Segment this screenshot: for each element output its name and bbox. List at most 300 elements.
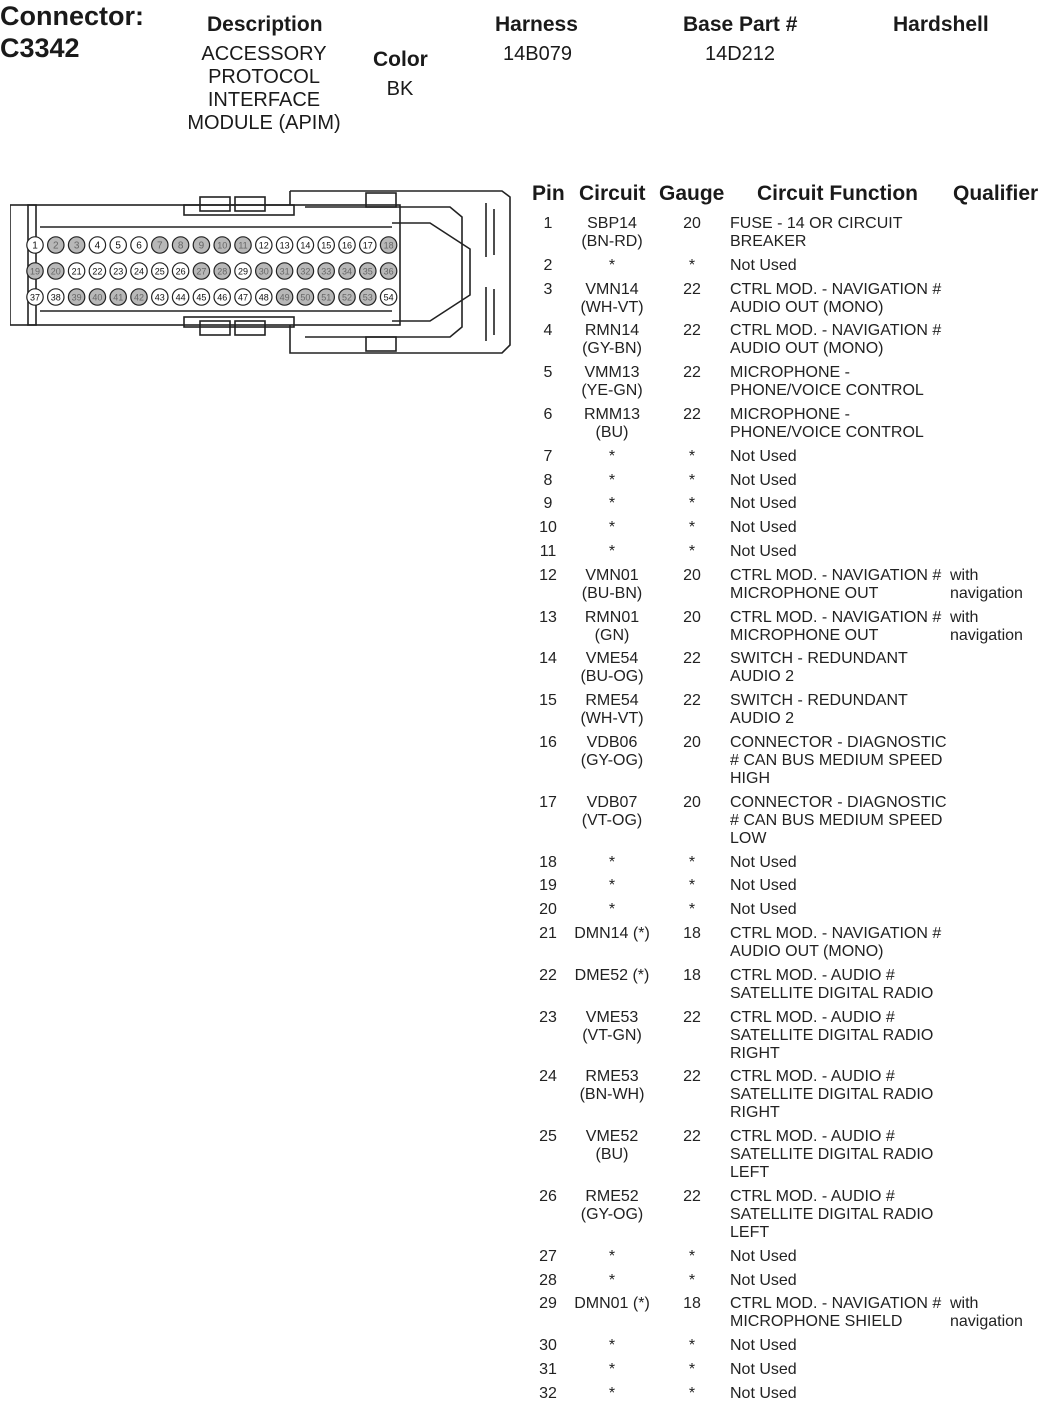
qualifier-cell-line: navigation [950,584,1023,602]
function-cell [730,364,952,400]
connector-pin-number: 11 [238,240,248,251]
pin-number: 8 [543,471,553,489]
circuit-cell-line: (BN-WH) [579,1086,645,1104]
connector-pin-number: 26 [175,266,186,277]
function-cell-line: Not Used [730,853,797,871]
circuit-cell [572,1337,652,1355]
circuit-cell [572,495,652,513]
pin-number: 2 [543,256,553,274]
harness-header: Harness [495,13,578,36]
connector-pin-number: 31 [279,266,290,277]
gauge-cell: 20 [683,608,701,626]
base-part-header: Base Part # [683,13,798,36]
pin-number: 22 [539,966,557,984]
qualifier-cell [950,567,1040,603]
gauge-cell: 22 [683,364,701,382]
circuit-cell [572,519,652,537]
function-cell [730,925,952,961]
circuit-cell-line: (GN) [594,626,630,644]
function-cell [730,1188,952,1242]
circuit-cell-line: DMN14 (*) [574,925,650,942]
function-cell-line: Not Used [730,1337,797,1355]
function-cell-line: Not Used [730,256,797,274]
function-cell-line: SWITCH - REDUNDANT [730,650,908,668]
circuit-cell-line: VME54 [585,650,639,668]
pin-number: 7 [543,447,553,465]
gauge-cell: 22 [683,692,701,710]
hardshell-header: Hardshell [893,13,989,36]
pin-grid [27,237,397,305]
pin-number: 1 [543,215,553,232]
connector-pin-number: 41 [113,292,124,303]
function-cell-line: PHONE/VOICE CONTROL [730,382,924,400]
connector-pin-number: 2 [53,240,59,252]
function-cell-line: RIGHT [730,1104,780,1122]
pin-number: 4 [543,322,553,340]
col-header-qualifier: Qualifier [953,182,1039,205]
circuit-cell-line: * [608,1337,616,1355]
circuit-cell [572,877,652,895]
connector-pin-number: 35 [362,266,373,277]
connector-pin-number: 34 [341,266,353,277]
connector-pin-number: 36 [383,266,394,277]
function-cell-line: Not Used [730,519,797,537]
circuit-cell-line: (BN-RD) [581,233,643,250]
gauge-cell: * [688,1361,696,1378]
connector-pin-number: 12 [258,240,269,251]
pin-number: 18 [539,853,557,871]
function-cell [730,281,952,317]
col-header-gauge: Gauge [659,182,725,205]
connector-pin-number: 5 [115,240,121,252]
circuit-cell [572,472,652,490]
circuit-cell-line: * [608,1247,616,1265]
function-cell-line: Not Used [730,471,797,489]
function-cell [730,901,952,919]
circuit-cell [572,1361,652,1379]
function-cell-line: SATELLITE DIGITAL RADIO [730,1026,934,1044]
circuit-cell-line: (WH-VT) [580,298,644,316]
circuit-cell [572,257,652,275]
description-value [170,43,358,135]
circuit-cell-line: * [608,543,616,560]
function-cell [730,1337,952,1355]
gauge-cell: 22 [683,1128,701,1146]
circuit-cell-line: * [608,471,616,489]
circuit-cell-line: * [608,1271,616,1289]
circuit-cell-line: VME52 [585,1128,639,1146]
circuit-cell-line: RMN01 [584,608,640,626]
connector-pin-number: 25 [154,266,165,277]
function-cell [730,794,952,848]
connector-pin-number: 50 [300,292,311,303]
gauge-cell: 18 [683,925,701,942]
pin-number: 13 [539,608,557,626]
pin-number: 3 [543,280,553,298]
function-cell-line: CTRL MOD. - AUDIO # [730,966,895,984]
connector-pin-number: 30 [258,266,269,277]
circuit-cell-line: VME53 [585,1008,639,1026]
circuit-cell-line: * [608,1361,616,1378]
pin-number: 26 [539,1188,557,1205]
function-cell [730,406,952,442]
circuit-cell-line: RME53 [585,1068,639,1086]
function-cell-line: AUDIO OUT (MONO) [730,298,884,316]
connector-pin-number: 40 [92,292,103,303]
description-line: INTERFACE [207,89,321,111]
gauge-cell: * [688,853,696,871]
function-cell-line: SATELLITE DIGITAL RADIO [730,984,934,1002]
qualifier-cell-line: with [950,566,979,584]
function-cell-line: CTRL MOD. - AUDIO # [730,1008,895,1026]
circuit-cell [572,967,652,985]
connector-pin-number: 45 [196,292,207,303]
circuit-cell [572,1295,652,1313]
qualifier-cell-line: with [950,608,979,626]
circuit-cell-line: * [608,901,616,919]
function-cell [730,1009,952,1063]
color-value: BK [386,78,414,100]
circuit-cell [572,1272,652,1290]
connector-pin-number: 54 [383,292,394,303]
circuit-cell [572,1009,652,1045]
circuit-cell-line: * [608,495,616,513]
gauge-cell: 22 [683,1008,701,1026]
gauge-cell: 20 [683,566,701,584]
function-cell-line: AUDIO OUT (MONO) [730,340,884,358]
qualifier-cell-line: navigation [950,626,1023,644]
function-cell-line: FUSE - 14 OR CIRCUIT [730,215,903,232]
circuit-cell-line: DMN01 (*) [574,1295,650,1313]
function-cell-line: PHONE/VOICE CONTROL [730,424,924,441]
function-cell-line: # CAN BUS MEDIUM SPEED [730,811,943,829]
function-cell [730,1385,952,1403]
function-cell [730,877,952,895]
circuit-cell-line: (VT-GN) [582,1026,642,1044]
pin-number: 30 [539,1337,557,1355]
connector-pin-number: 53 [362,292,373,303]
function-cell-line: CTRL MOD. - NAVIGATION # [730,566,942,584]
circuit-cell-line: DME52 (*) [574,966,650,984]
connector-pin-number: 18 [383,240,394,251]
circuit-cell [572,1188,652,1224]
function-cell [730,854,952,872]
gauge-cell: * [688,1247,696,1265]
col-header-function: Circuit Function [757,182,918,205]
function-cell-line: Not Used [730,543,797,560]
connector-pin-number: 14 [300,240,311,251]
function-cell-line: Not Used [730,1384,797,1402]
circuit-cell-line: (BU) [595,424,629,441]
pin-number: 27 [539,1247,557,1265]
pin-number: 12 [539,566,557,584]
gauge-cell: 22 [683,1188,701,1205]
connector-pin-number: 27 [196,266,207,277]
function-cell-line: CTRL MOD. - AUDIO # [730,1188,895,1205]
function-cell-line: SATELLITE DIGITAL RADIO [730,1146,934,1164]
circuit-cell-line: * [608,1384,616,1402]
connector-pin-number: 13 [279,240,290,251]
circuit-cell-line: (GY-BN) [582,340,642,358]
circuit-cell [572,734,652,770]
function-cell-line: MICROPHONE - [730,364,850,382]
function-cell-line: AUDIO OUT (MONO) [730,943,884,960]
qualifier-cell-line: navigation [950,1313,1023,1331]
gauge-cell: 18 [683,1295,701,1313]
circuit-cell [572,406,652,442]
connector-pin-number: 22 [92,266,103,277]
connector-pin-number: 51 [321,292,332,303]
function-cell-line: CTRL MOD. - AUDIO # [730,1068,895,1086]
function-cell-line: Not Used [730,901,797,919]
function-cell-line: CTRL MOD. - NAVIGATION # [730,608,942,626]
connector-pin-number: 8 [177,240,184,252]
pin-number: 29 [539,1295,557,1313]
pin-number: 9 [543,495,553,513]
function-cell-line: AUDIO 2 [730,710,795,728]
circuit-cell-line: VDB07 [586,793,638,811]
function-cell [730,543,952,561]
gauge-cell: * [688,471,696,489]
gauge-cell: 22 [683,650,701,668]
function-cell [730,215,952,251]
circuit-cell [572,448,652,466]
pin-number: 19 [539,877,557,895]
gauge-cell: * [688,1337,696,1355]
base-part-value: 14D212 [704,43,776,65]
function-cell-line: MICROPHONE - [730,406,850,423]
pin-number: 25 [539,1128,557,1146]
connector-pin-number: 16 [341,240,353,251]
function-cell [730,650,952,686]
function-cell [730,967,952,1003]
connector-pin-number: 7 [157,240,163,252]
function-cell [730,1272,952,1290]
connector-pin-number: 19 [29,266,41,277]
function-cell [730,1068,952,1122]
circuit-cell-line: (GY-OG) [580,1206,644,1223]
gauge-cell: * [688,543,696,560]
function-cell-line: CONNECTOR - DIAGNOSTIC [730,734,947,751]
gauge-cell: * [688,1384,696,1402]
connector-pin-number: 33 [321,266,332,277]
function-cell-line: Not Used [730,495,797,513]
col-header-circuit: Circuit [579,182,646,205]
pin-number: 15 [539,692,557,710]
pin-number: 6 [543,406,553,423]
function-cell [730,567,952,603]
circuit-cell-line: (GY-OG) [580,752,644,769]
pin-number: 16 [539,734,557,751]
function-cell-line: CTRL MOD. - NAVIGATION # [730,1295,942,1313]
circuit-cell [572,215,652,251]
connector-pin-number: 47 [237,292,249,303]
gauge-cell: 22 [683,322,701,340]
color-header: Color [373,48,428,71]
gauge-cell: 22 [683,406,701,423]
function-cell-line: Not Used [730,1361,797,1378]
connector-pin-number: 23 [113,266,124,277]
qualifier-cell-line: with [950,1295,979,1313]
gauge-cell: * [688,901,696,919]
circuit-cell [572,1248,652,1266]
circuit-cell-line: RME52 [585,1188,639,1205]
gauge-cell: * [688,519,696,537]
connector-pin-number: 43 [154,292,165,303]
description-line: ACCESSORY [201,43,327,65]
gauge-cell: 20 [683,734,701,751]
function-cell [730,692,952,728]
function-cell-line: LEFT [730,1164,770,1182]
circuit-cell-line: (VT-OG) [581,811,643,829]
circuit-cell [572,692,652,728]
pin-number: 21 [539,925,557,942]
circuit-cell-line: SBP14 [587,215,637,232]
function-cell-line: Not Used [730,1271,797,1289]
description-line: PROTOCOL [208,66,320,88]
function-cell-line: CTRL MOD. - NAVIGATION # [730,322,942,340]
function-cell [730,519,952,537]
circuit-cell [572,854,652,872]
function-cell-line: SWITCH - REDUNDANT [730,692,908,710]
function-cell-line: AUDIO 2 [730,668,795,686]
function-cell [730,322,952,358]
function-cell-line: SATELLITE DIGITAL RADIO [730,1206,934,1223]
function-cell [730,1295,952,1331]
circuit-cell-line: VDB06 [586,734,638,751]
description-header: Description [207,13,323,36]
circuit-cell-line: * [608,519,616,537]
function-cell-line: CTRL MOD. - NAVIGATION # [730,280,942,298]
connector-pin-number: 1 [32,240,38,252]
circuit-cell [572,364,652,400]
gauge-cell: * [688,495,696,513]
function-cell-line: LOW [730,829,767,847]
connector-pin-number: 52 [341,292,353,303]
function-cell-line: MICROPHONE SHIELD [730,1313,903,1331]
connector-label-text: Connector: [0,1,144,31]
connector-pin-number: 4 [94,240,101,252]
function-cell [730,1248,952,1266]
circuit-cell-line: (BU-BN) [581,584,643,602]
circuit-cell [572,543,652,561]
qualifier-cell [950,1295,1040,1331]
circuit-cell-line: RMM13 [583,406,640,423]
circuit-cell [572,609,652,645]
function-cell-line: MICROPHONE OUT [730,626,879,644]
circuit-cell-line: RMN14 [584,322,640,340]
circuit-cell-line: (BU) [595,1146,629,1164]
circuit-cell [572,794,652,830]
connector-pin-number: 15 [321,240,332,251]
function-cell [730,1128,952,1182]
connector-pin-number: 39 [71,292,82,303]
function-cell-line: CONNECTOR - DIAGNOSTIC [730,793,947,811]
function-cell-line: Not Used [730,877,797,895]
circuit-cell-line: VMN01 [585,566,639,584]
connector-pin-number: 10 [217,240,228,251]
circuit-cell-line: (YE-GN) [581,382,643,400]
function-cell [730,495,952,513]
circuit-cell-line: * [608,853,616,871]
connector-pin-number: 6 [136,240,142,252]
connector-pin-number: 3 [73,240,80,252]
gauge-cell: 22 [683,280,701,298]
gauge-cell: 18 [683,966,701,984]
circuit-cell-line: * [608,256,616,274]
function-cell-line: Not Used [730,447,797,465]
function-cell [730,609,952,645]
function-cell-line: MICROPHONE OUT [730,584,879,602]
circuit-cell-line: (WH-VT) [580,710,644,728]
function-cell-line: LEFT [730,1224,770,1241]
qualifier-cell [950,609,1040,645]
circuit-cell [572,1128,652,1164]
connector-pin-number: 9 [198,240,205,252]
function-cell [730,257,952,275]
pin-number: 23 [539,1008,557,1026]
function-cell-line: CTRL MOD. - NAVIGATION # [730,925,942,942]
circuit-cell [572,1068,652,1104]
circuit-cell-line: VMN14 [585,280,639,298]
connector-pin-number: 42 [133,292,145,303]
connector-pin-number: 37 [29,292,41,303]
pin-number: 11 [539,543,557,560]
gauge-cell: * [688,256,696,274]
circuit-cell [572,1385,652,1403]
connector-face-diagram [10,185,520,360]
pin-number: 14 [539,650,557,668]
connector-pin-number: 32 [300,266,311,277]
function-cell-line: # CAN BUS MEDIUM SPEED [730,752,943,769]
connector-pin-number: 29 [237,266,249,277]
circuit-cell [572,925,652,943]
connector-pin-number: 24 [133,266,145,277]
pin-number: 10 [539,519,557,537]
pin-number: 5 [543,364,553,382]
pin-number: 17 [539,793,557,811]
pin-number: 28 [539,1271,557,1289]
connector-pin-number: 49 [279,292,290,303]
col-header-pin: Pin [532,182,565,205]
function-cell-line: HIGH [730,770,770,787]
connector-pin-number: 17 [362,240,373,251]
function-cell-line: Not Used [730,1247,797,1265]
connector-pin-number: 21 [71,266,82,277]
circuit-cell-line: * [608,447,616,465]
gauge-cell: * [688,447,696,465]
circuit-cell [572,281,652,317]
circuit-cell-line: RME54 [585,692,639,710]
circuit-cell-line: (BU-OG) [580,668,644,686]
connector-pin-number: 46 [217,292,228,303]
circuit-cell-line: * [608,877,616,895]
function-cell-line: BREAKER [730,233,807,250]
function-cell-line: SATELLITE DIGITAL RADIO [730,1086,934,1104]
function-cell [730,472,952,490]
gauge-cell: 20 [683,215,701,232]
function-cell [730,1361,952,1379]
connector-pin-number: 44 [175,292,186,303]
connector-pin-number: 38 [50,292,61,303]
gauge-cell: 22 [683,1068,701,1086]
circuit-cell [572,650,652,686]
gauge-cell: * [688,1271,696,1289]
connector-pin-number: 28 [217,266,228,277]
pin-number: 31 [539,1361,557,1378]
function-cell [730,448,952,466]
circuit-cell [572,901,652,919]
